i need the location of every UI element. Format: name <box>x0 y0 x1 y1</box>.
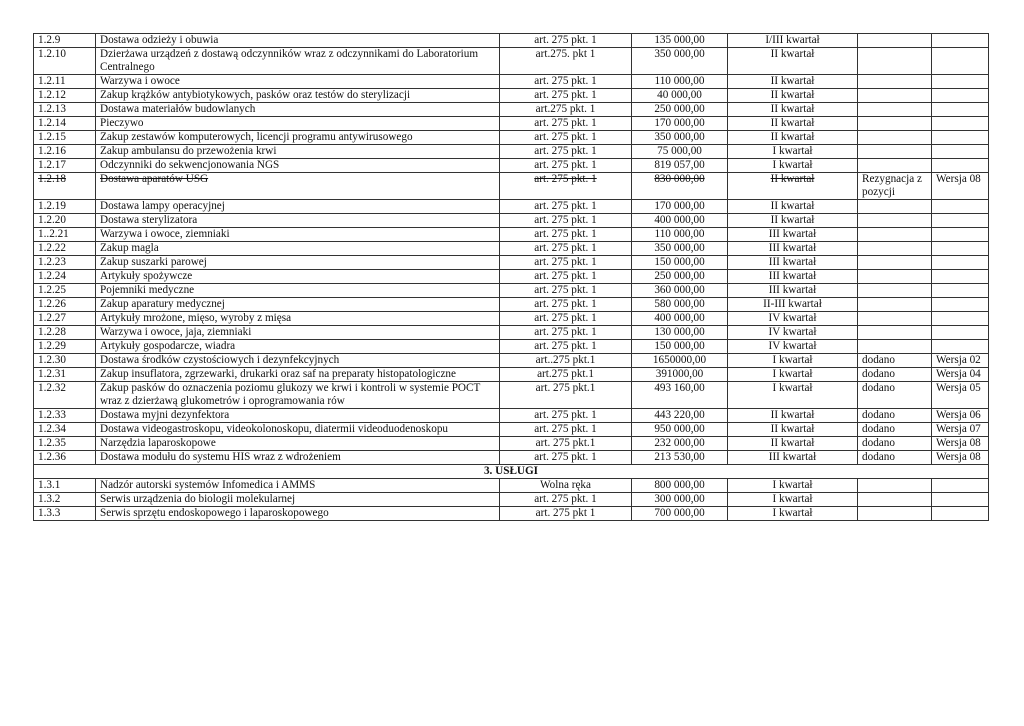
description-cell: Artykuły gospodarcze, wiadra <box>96 340 500 354</box>
procedure-mode-cell: art. 275 pkt. 1 <box>500 214 632 228</box>
quarter-cell: III kwartał <box>728 451 858 465</box>
note-cell <box>858 117 932 131</box>
table-row <box>34 507 989 521</box>
description-cell: Serwis sprzętu endoskopowego i laparoskopowego <box>96 507 500 521</box>
description-cell: Dostawa aparatów USG <box>96 173 500 200</box>
item-number-cell: 1.2.29 <box>34 340 96 354</box>
item-number-cell: 1.2.11 <box>34 75 96 89</box>
item-number-cell: 1.2.16 <box>34 145 96 159</box>
value-cell: 170 000,00 <box>632 117 728 131</box>
note-cell <box>858 493 932 507</box>
value-cell: 170 000,00 <box>632 200 728 214</box>
description-cell: Dostawa videogastroskopu, videokolonoskopu, diatermii videoduodenoskopu <box>96 423 500 437</box>
description-cell: Artykuły spożywcze <box>96 270 500 284</box>
note-cell: dodano <box>858 409 932 423</box>
value-cell: 360 000,00 <box>632 284 728 298</box>
procedure-mode-cell: art.275 pkt.1 <box>500 368 632 382</box>
procurement-table <box>33 33 989 521</box>
value-cell: 150 000,00 <box>632 256 728 270</box>
quarter-cell: II kwartał <box>728 131 858 145</box>
procedure-mode-cell: art. 275 pkt. 1 <box>500 284 632 298</box>
procedure-mode-cell: art. 275 pkt. 1 <box>500 256 632 270</box>
note-cell <box>858 145 932 159</box>
procedure-mode-cell: art..275 pkt.1 <box>500 354 632 368</box>
table-row <box>34 214 989 228</box>
procedure-mode-cell: art. 275 pkt.1 <box>500 437 632 451</box>
procedure-mode-cell: art. 275 pkt. 1 <box>500 451 632 465</box>
quarter-cell: II kwartał <box>728 200 858 214</box>
version-cell: Wersja 02 <box>932 354 989 368</box>
item-number-cell: 1.2.32 <box>34 382 96 409</box>
value-cell: 950 000,00 <box>632 423 728 437</box>
item-number-cell: 1.2.30 <box>34 354 96 368</box>
quarter-cell: II kwartał <box>728 173 858 200</box>
quarter-cell: III kwartał <box>728 242 858 256</box>
table-row <box>34 340 989 354</box>
procedure-mode-cell: art. 275 pkt. 1 <box>500 326 632 340</box>
note-cell <box>858 312 932 326</box>
note-cell: dodano <box>858 382 932 409</box>
item-number-cell: 1.2.33 <box>34 409 96 423</box>
quarter-cell: IV kwartał <box>728 326 858 340</box>
table-row <box>34 368 989 382</box>
version-cell <box>932 75 989 89</box>
description-cell: Dostawa lampy operacyjnej <box>96 200 500 214</box>
value-cell: 830 000,00 <box>632 173 728 200</box>
value-cell: 250 000,00 <box>632 103 728 117</box>
table-row <box>34 354 989 368</box>
quarter-cell: III kwartał <box>728 228 858 242</box>
quarter-cell: II kwartał <box>728 437 858 451</box>
value-cell: 350 000,00 <box>632 242 728 256</box>
value-cell: 232 000,00 <box>632 437 728 451</box>
table-row <box>34 382 989 409</box>
quarter-cell: II kwartał <box>728 103 858 117</box>
note-cell <box>858 340 932 354</box>
procedure-mode-cell: art. 275 pkt. 1 <box>500 89 632 103</box>
value-cell: 135 000,00 <box>632 34 728 48</box>
note-cell: Rezygnacja z pozycji <box>858 173 932 200</box>
table-row <box>34 48 989 75</box>
procedure-mode-cell: art.275. pkt 1 <box>500 48 632 75</box>
value-cell: 110 000,00 <box>632 75 728 89</box>
quarter-cell: III kwartał <box>728 284 858 298</box>
table-row <box>34 34 989 48</box>
value-cell: 350 000,00 <box>632 48 728 75</box>
version-cell <box>932 340 989 354</box>
table-row <box>34 451 989 465</box>
version-cell <box>932 200 989 214</box>
note-cell <box>858 48 932 75</box>
version-cell <box>932 145 989 159</box>
value-cell: 300 000,00 <box>632 493 728 507</box>
procedure-mode-cell: art. 275 pkt. 1 <box>500 423 632 437</box>
table-row <box>34 326 989 340</box>
table-row <box>34 200 989 214</box>
procedure-mode-cell: art. 275 pkt. 1 <box>500 159 632 173</box>
table-row <box>34 242 989 256</box>
note-cell <box>858 89 932 103</box>
note-cell <box>858 214 932 228</box>
description-cell: Serwis urządzenia do biologii molekularnej <box>96 493 500 507</box>
procurement-plan-document <box>33 33 988 521</box>
procedure-mode-cell: art. 275 pkt. 1 <box>500 228 632 242</box>
quarter-cell: I kwartał <box>728 493 858 507</box>
description-cell: Warzywa i owoce, jaja, ziemniaki <box>96 326 500 340</box>
note-cell <box>858 270 932 284</box>
note-cell <box>858 507 932 521</box>
item-number-cell: 1.2.24 <box>34 270 96 284</box>
version-cell: Wersja 08 <box>932 451 989 465</box>
table-row <box>34 298 989 312</box>
table-row <box>34 103 989 117</box>
procedure-mode-cell: art. 275 pkt. 1 <box>500 493 632 507</box>
item-number-cell: 1.2.17 <box>34 159 96 173</box>
description-cell: Zakup ambulansu do przewożenia krwi <box>96 145 500 159</box>
version-cell: Wersja 04 <box>932 368 989 382</box>
procedure-mode-cell: art. 275 pkt. 1 <box>500 340 632 354</box>
note-cell <box>858 326 932 340</box>
version-cell <box>932 284 989 298</box>
version-cell <box>932 242 989 256</box>
version-cell <box>932 479 989 493</box>
procedure-mode-cell: art. 275 pkt.1 <box>500 382 632 409</box>
version-cell <box>932 214 989 228</box>
note-cell <box>858 284 932 298</box>
version-cell <box>932 270 989 284</box>
procurement-table-body <box>34 34 989 521</box>
item-number-cell: 1.2.23 <box>34 256 96 270</box>
procedure-mode-cell: art. 275 pkt. 1 <box>500 34 632 48</box>
item-number-cell: 1.2.25 <box>34 284 96 298</box>
version-cell <box>932 34 989 48</box>
item-number-cell: 1.2.15 <box>34 131 96 145</box>
quarter-cell: I kwartał <box>728 159 858 173</box>
quarter-cell: II kwartał <box>728 48 858 75</box>
value-cell: 400 000,00 <box>632 312 728 326</box>
version-cell: Wersja 06 <box>932 409 989 423</box>
description-cell: Dostawa materiałów budowlanych <box>96 103 500 117</box>
value-cell: 40 000,00 <box>632 89 728 103</box>
description-cell: Zakup aparatury medycznej <box>96 298 500 312</box>
table-row <box>34 423 989 437</box>
version-cell <box>932 493 989 507</box>
procedure-mode-cell: art. 275 pkt. 1 <box>500 242 632 256</box>
value-cell: 350 000,00 <box>632 131 728 145</box>
item-number-cell: 1.2.20 <box>34 214 96 228</box>
description-cell: Warzywa i owoce, ziemniaki <box>96 228 500 242</box>
item-number-cell: 1.2.28 <box>34 326 96 340</box>
quarter-cell: IV kwartał <box>728 312 858 326</box>
note-cell <box>858 256 932 270</box>
note-cell <box>858 479 932 493</box>
procedure-mode-cell: art. 275 pkt. 1 <box>500 145 632 159</box>
note-cell <box>858 75 932 89</box>
item-number-cell: 1..2.21 <box>34 228 96 242</box>
item-number-cell: 1.3.3 <box>34 507 96 521</box>
procedure-mode-cell: art. 275 pkt. 1 <box>500 131 632 145</box>
item-number-cell: 1.2.13 <box>34 103 96 117</box>
value-cell: 493 160,00 <box>632 382 728 409</box>
quarter-cell: II kwartał <box>728 75 858 89</box>
table-row-removed <box>34 173 989 200</box>
value-cell: 1650000,00 <box>632 354 728 368</box>
description-cell: Narzędzia laparoskopowe <box>96 437 500 451</box>
version-cell <box>932 298 989 312</box>
procedure-mode-cell: art. 275 pkt. 1 <box>500 75 632 89</box>
procedure-mode-cell: art. 275 pkt. 1 <box>500 200 632 214</box>
value-cell: 400 000,00 <box>632 214 728 228</box>
table-row <box>34 145 989 159</box>
note-cell <box>858 242 932 256</box>
item-number-cell: 1.3.2 <box>34 493 96 507</box>
note-cell <box>858 200 932 214</box>
table-row <box>34 409 989 423</box>
note-cell: dodano <box>858 451 932 465</box>
value-cell: 580 000,00 <box>632 298 728 312</box>
description-cell: Dostawa sterylizatora <box>96 214 500 228</box>
description-cell: Nadzór autorski systemów Infomedica i AMMS <box>96 479 500 493</box>
description-cell: Warzywa i owoce <box>96 75 500 89</box>
item-number-cell: 1.2.19 <box>34 200 96 214</box>
version-cell: Wersja 08 <box>932 173 989 200</box>
quarter-cell: IV kwartał <box>728 340 858 354</box>
table-row <box>34 270 989 284</box>
procedure-mode-cell: art. 275 pkt. 1 <box>500 298 632 312</box>
note-cell <box>858 298 932 312</box>
version-cell <box>932 131 989 145</box>
quarter-cell: I kwartał <box>728 354 858 368</box>
note-cell: dodano <box>858 423 932 437</box>
item-number-cell: 1.2.31 <box>34 368 96 382</box>
table-row <box>34 256 989 270</box>
version-cell: Wersja 07 <box>932 423 989 437</box>
value-cell: 391000,00 <box>632 368 728 382</box>
value-cell: 130 000,00 <box>632 326 728 340</box>
version-cell <box>932 117 989 131</box>
quarter-cell: II-III kwartał <box>728 298 858 312</box>
procedure-mode-cell: art. 275 pkt. 1 <box>500 173 632 200</box>
description-cell: Dostawa odzieży i obuwia <box>96 34 500 48</box>
quarter-cell: I kwartał <box>728 382 858 409</box>
version-cell <box>932 48 989 75</box>
description-cell: Pojemniki medyczne <box>96 284 500 298</box>
description-cell: Dostawa myjni dezynfektora <box>96 409 500 423</box>
description-cell: Zakup insuflatora, zgrzewarki, drukarki oraz saf na preparaty histopatologiczne <box>96 368 500 382</box>
quarter-cell: II kwartał <box>728 409 858 423</box>
description-cell: Dzierżawa urządzeń z dostawą odczynników wraz z odczynnikami do Laboratorium Centralnego <box>96 48 500 75</box>
version-cell <box>932 89 989 103</box>
quarter-cell: I kwartał <box>728 145 858 159</box>
procedure-mode-cell: art. 275 pkt. 1 <box>500 270 632 284</box>
item-number-cell: 1.2.12 <box>34 89 96 103</box>
value-cell: 800 000,00 <box>632 479 728 493</box>
procedure-mode-cell: Wolna ręka <box>500 479 632 493</box>
quarter-cell: I kwartał <box>728 368 858 382</box>
item-number-cell: 1.2.34 <box>34 423 96 437</box>
version-cell <box>932 103 989 117</box>
procedure-mode-cell: art. 275 pkt. 1 <box>500 117 632 131</box>
item-number-cell: 1.2.35 <box>34 437 96 451</box>
item-number-cell: 1.2.18 <box>34 173 96 200</box>
note-cell <box>858 228 932 242</box>
description-cell: Pieczywo <box>96 117 500 131</box>
version-cell <box>932 326 989 340</box>
version-cell <box>932 159 989 173</box>
table-row <box>34 89 989 103</box>
item-number-cell: 1.2.10 <box>34 48 96 75</box>
table-row <box>34 284 989 298</box>
note-cell: dodano <box>858 368 932 382</box>
description-cell: Dostawa modułu do systemu HIS wraz z wdrożeniem <box>96 451 500 465</box>
quarter-cell: I kwartał <box>728 479 858 493</box>
description-cell: Zakup magla <box>96 242 500 256</box>
table-row <box>34 131 989 145</box>
note-cell <box>858 131 932 145</box>
note-cell: dodano <box>858 437 932 451</box>
description-cell: Dostawa środków czystościowych i dezynfekcyjnych <box>96 354 500 368</box>
description-cell: Zakup suszarki parowej <box>96 256 500 270</box>
table-row <box>34 117 989 131</box>
procedure-mode-cell: art. 275 pkt. 1 <box>500 409 632 423</box>
item-number-cell: 1.3.1 <box>34 479 96 493</box>
section-header-row <box>34 465 989 479</box>
table-row <box>34 75 989 89</box>
table-row <box>34 312 989 326</box>
procedure-mode-cell: art. 275 pkt 1 <box>500 507 632 521</box>
version-cell <box>932 507 989 521</box>
table-row <box>34 437 989 451</box>
version-cell: Wersja 08 <box>932 437 989 451</box>
quarter-cell: III kwartał <box>728 256 858 270</box>
description-cell: Zakup krążków antybiotykowych, pasków oraz testów do sterylizacji <box>96 89 500 103</box>
quarter-cell: I/III kwartał <box>728 34 858 48</box>
value-cell: 110 000,00 <box>632 228 728 242</box>
version-cell: Wersja 05 <box>932 382 989 409</box>
quarter-cell: III kwartał <box>728 270 858 284</box>
item-number-cell: 1.2.27 <box>34 312 96 326</box>
item-number-cell: 1.2.26 <box>34 298 96 312</box>
version-cell <box>932 312 989 326</box>
item-number-cell: 1.2.9 <box>34 34 96 48</box>
section-title: 3. USŁUGI <box>34 465 989 479</box>
quarter-cell: II kwartał <box>728 89 858 103</box>
item-number-cell: 1.2.36 <box>34 451 96 465</box>
note-cell <box>858 103 932 117</box>
note-cell <box>858 159 932 173</box>
quarter-cell: II kwartał <box>728 214 858 228</box>
quarter-cell: II kwartał <box>728 117 858 131</box>
value-cell: 700 000,00 <box>632 507 728 521</box>
value-cell: 250 000,00 <box>632 270 728 284</box>
note-cell: dodano <box>858 354 932 368</box>
table-row <box>34 159 989 173</box>
value-cell: 75 000,00 <box>632 145 728 159</box>
item-number-cell: 1.2.22 <box>34 242 96 256</box>
table-row <box>34 493 989 507</box>
procedure-mode-cell: art. 275 pkt. 1 <box>500 312 632 326</box>
table-row <box>34 479 989 493</box>
value-cell: 819 057,00 <box>632 159 728 173</box>
quarter-cell: II kwartał <box>728 423 858 437</box>
quarter-cell: I kwartał <box>728 507 858 521</box>
description-cell: Zakup pasków do oznaczenia poziomu glukozy we krwi i kontroli w systemie POCT wraz z dzierżawą glukometrów i oprogramowania rów <box>96 382 500 409</box>
version-cell <box>932 228 989 242</box>
description-cell: Zakup zestawów komputerowych, licencji programu antywirusowego <box>96 131 500 145</box>
value-cell: 213 530,00 <box>632 451 728 465</box>
note-cell <box>858 34 932 48</box>
table-row <box>34 228 989 242</box>
value-cell: 443 220,00 <box>632 409 728 423</box>
procedure-mode-cell: art.275 pkt. 1 <box>500 103 632 117</box>
value-cell: 150 000,00 <box>632 340 728 354</box>
description-cell: Odczynniki do sekwencjonowania NGS <box>96 159 500 173</box>
version-cell <box>932 256 989 270</box>
description-cell: Artykuły mrożone, mięso, wyroby z mięsa <box>96 312 500 326</box>
item-number-cell: 1.2.14 <box>34 117 96 131</box>
